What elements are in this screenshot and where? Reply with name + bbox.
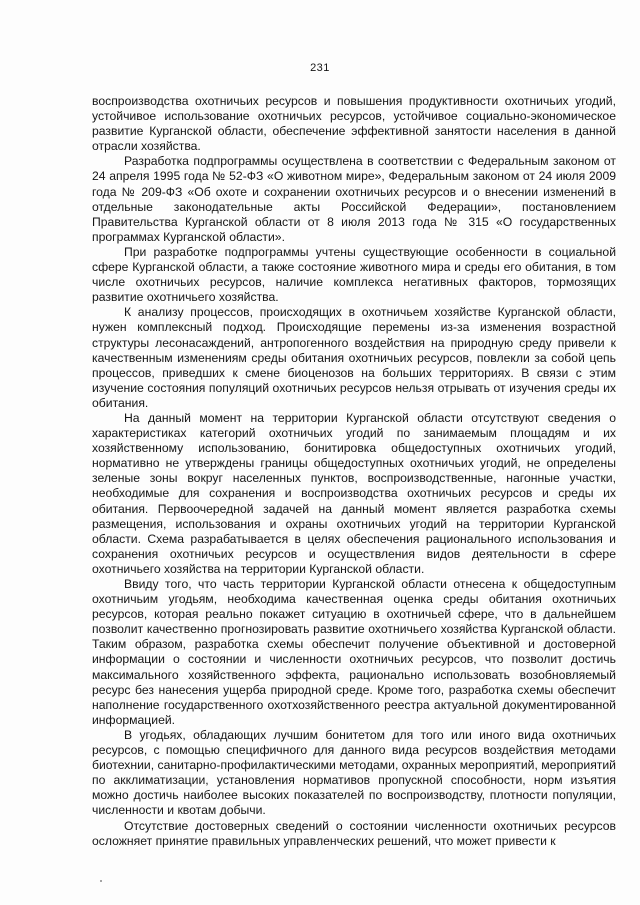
- paragraph-current-state: На данный момент на территории Курганской области отсутствуют сведения о характеристиках категорий охотничьих угодий по занимаемым площадям и их хозяйственному использованию, бонитировка общедоступных охотничьих угодий, нормативно не утверждены границы общедоступных охотничьих угодий, не определены зеленые зоны вокруг населенных пунктов, воспроизводственные, нагонные участки, необходимые для сохранения и воспроизводства охотничьих ресурсов и среды их обитания. Первоочередной задачей на данный момент является разработка схемы размещения, использования и охраны охотничьих угодий на территории Курганской области. Схема разрабатывается в целях обеспечения рационального использования и сохранения охотничьих ресурсов и осуществления видов деятельности в сфере охотничьего хозяйства на территории Курганской области.: [92, 410, 616, 576]
- page-number: 231: [310, 62, 330, 74]
- paragraph-considerations: При разработке подпрограммы учтены существующие особенности в социальной сфере Курганской области, а также состояние животного мира и среды его обитания, в том числе охотничьих ресурсов, наличие комплекса негативных факторов, тормозящих развитие охотничьего хозяйства.: [92, 244, 616, 305]
- body-text: [92, 94, 616, 849]
- paragraph-lack-of-data: Отсутствие достоверных сведений о состоянии численности охотничьих ресурсов осложняет принятие правильных управленческих решений, что может привести к: [92, 818, 616, 848]
- paragraph-legal-basis: Разработка подпрограммы осуществлена в соответствии с Федеральным законом от 24 апреля 1995 года № 52-ФЗ «О животном мире», Федеральным законом от 24 июля 2009 года № 209-ФЗ «Об охоте и сохранении охотничьих ресурсов и о внесении изменений в отдельные законодательные акты Российской Федерации», постановлением Правительства Курганской области от 8 июля 2013 года № 315 «О государственных программах Курганской области».: [92, 154, 616, 244]
- paragraph-continuation: воспроизводства охотничьих ресурсов и повышения продуктивности охотничьих угодий, устойчивое использование охотничьих ресурсов, устойчивое социально-экономическое развитие Курганской области, обеспечение эффективной занятости населения в данной отрасли хозяйства.: [92, 94, 616, 154]
- scan-speck: [100, 880, 102, 882]
- paragraph-analysis: К анализу процессов, происходящих в охотничьем хозяйстве Курганской области, нужен комплексный подход. Происходящие перемены из-за изменения возрастной структуры лесонасаждений, антропогенного воздействия на природную среду привели к качественным изменениям среды обитания охотничьих ресурсов, повлекли за собой цепь процессов, приведших к смене биоценозов на больших территориях. В связи с этим изучение состояния популяций охотничьих ресурсов нельзя отрывать от изучения среды их обитания.: [92, 305, 616, 410]
- paragraph-best-lands: В угодьях, обладающих лучшим бонитетом для того или иного вида охотничьих ресурсов, с помощью специфичного для данного вида ресурсов воздействия методами биотехнии, санитарно-профилактическими методами, охранных мероприятий, мероприятий по акклиматизации, установления нормативов пропускной способности, норм изъятия можно достичь наиболее высоких показателей по воспроизводству, плотности популяции, численности и квотам добычи.: [92, 727, 616, 818]
- paragraph-public-lands: Ввиду того, что часть территории Курганской области отнесена к общедоступным охотничьим угодьям, необходима качественная оценка среды обитания охотничьих ресурсов, которая реально покажет ситуацию в охотничьей сфере, что в дальнейшем позволит качественно прогнозировать развитие охотничьего хозяйства Курганской области. Таким образом, разработка схемы обеспечит получение объективной и достоверной информации о состоянии и численности охотничьих ресурсов, что позволит достичь максимального хозяйственного эффекта, рационально использовать возобновляемый ресурс без нанесения ущерба природной среде. Кроме того, разработка схемы обеспечит наполнение государственного охотхозяйственного реестра актуальной документированной информацией.: [92, 577, 616, 727]
